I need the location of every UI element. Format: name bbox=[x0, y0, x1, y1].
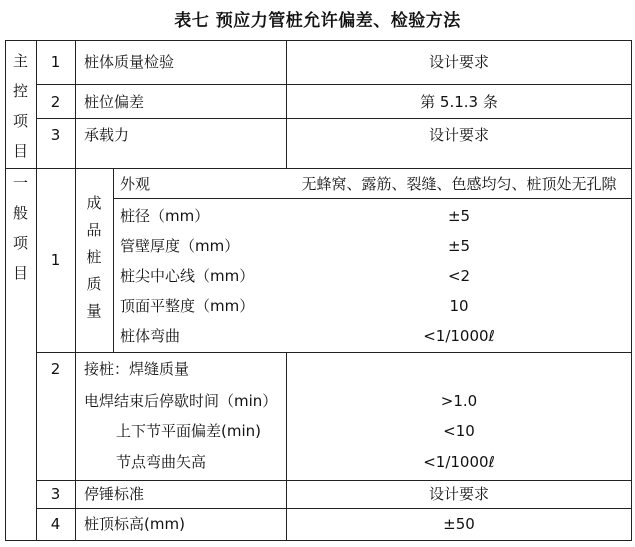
item-value: ±5 bbox=[447, 237, 471, 255]
row-number: 1 bbox=[50, 53, 61, 71]
item-value: 第 5.1.3 条 bbox=[420, 93, 498, 111]
item-value: 设计要求 bbox=[428, 126, 489, 144]
row-number: 2 bbox=[50, 93, 61, 111]
item-label: 外观 bbox=[120, 175, 151, 193]
item-value: ±5 bbox=[447, 207, 471, 225]
item-value: >1.0 bbox=[440, 392, 478, 410]
item-value: <10 bbox=[443, 422, 475, 440]
item-value: <2 bbox=[447, 267, 471, 285]
row-number: 1 bbox=[50, 251, 61, 269]
item-value: 10 bbox=[449, 297, 469, 315]
row-number: 4 bbox=[50, 515, 61, 533]
item-value: 设计要求 bbox=[428, 485, 489, 503]
item-label: 接桩：焊缝质量 bbox=[84, 360, 190, 378]
item-label: 桩顶标高(mm) bbox=[84, 515, 185, 533]
item-value: <1/1000ℓ bbox=[423, 327, 495, 345]
item-label: 管壁厚度（mm） bbox=[120, 237, 240, 255]
item-label: 上下节平面偏差(min) bbox=[116, 422, 261, 440]
row-number: 2 bbox=[50, 360, 61, 378]
finished-pile-quality-label: 成 品 桩 质 量 bbox=[86, 194, 102, 320]
item-label: 桩体质量检验 bbox=[84, 53, 175, 71]
item-label: 电焊结束后停歇时间（min） bbox=[84, 392, 278, 410]
item-label: 桩径（mm） bbox=[120, 207, 210, 225]
item-value: ±50 bbox=[443, 515, 475, 533]
general-label: 一 般 项 目 bbox=[12, 174, 28, 282]
item-label: 承载力 bbox=[84, 126, 130, 144]
item-label: 桩尖中心线（mm） bbox=[120, 267, 255, 285]
item-value: 设计要求 bbox=[428, 53, 489, 71]
item-value: 无蜂窝、露筋、裂缝、色感均匀、桩顶处无孔隙 bbox=[301, 175, 617, 193]
row-number: 3 bbox=[50, 485, 61, 503]
item-label: 桩位偏差 bbox=[84, 93, 145, 111]
item-label: 顶面平整度（mm） bbox=[120, 297, 255, 315]
item-value: <1/1000ℓ bbox=[423, 453, 495, 471]
item-label: 桩体弯曲 bbox=[120, 327, 181, 345]
item-label: 停锤标准 bbox=[84, 485, 145, 503]
row-number: 3 bbox=[50, 126, 61, 144]
main-control-label: 主 控 项 目 bbox=[12, 52, 28, 160]
page-title: 表七 预应力管桩允许偏差、检验方法 bbox=[174, 11, 461, 31]
item-label: 节点弯曲矢高 bbox=[116, 453, 207, 471]
